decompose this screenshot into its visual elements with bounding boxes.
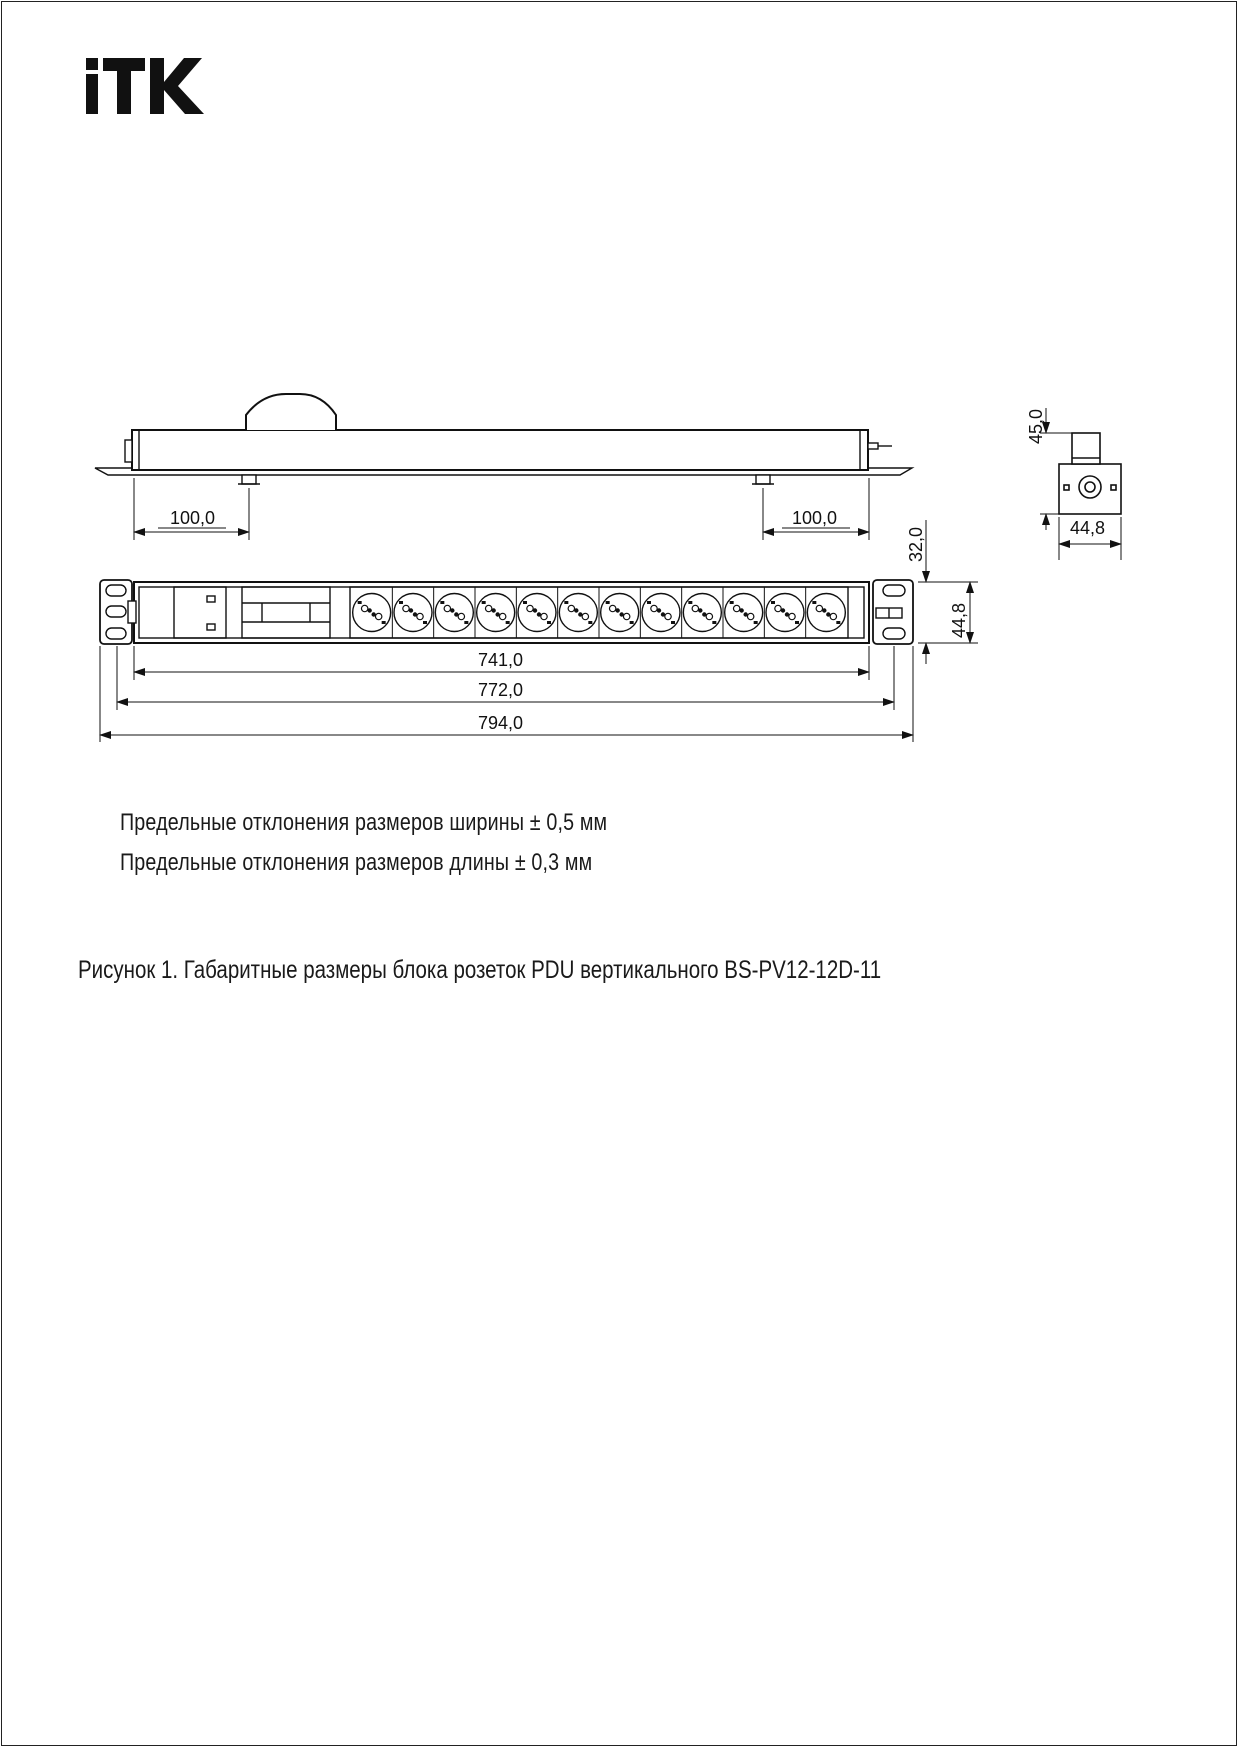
figure-caption: Рисунок 1. Габаритные размеры блока розеток PDU вертикального BS-PV12-12D-11 [78,956,882,984]
dim-side-height: 45,0 [1026,408,1046,444]
dim-side-width: 44,8 [1070,518,1106,538]
dim-length-body: 772,0 [478,680,524,700]
top-view [95,394,912,540]
dim-height-body: 44,8 [949,602,969,638]
dim-right-offset: 100,0 [792,508,838,528]
tolerance-note-width: Предельные отклонения размеров ширины ± 0,5 мм [120,809,608,836]
dim-length-inner: 741,0 [478,650,524,670]
dim-height-mount: 32,0 [906,526,926,562]
tolerance-note-length: Предельные отклонения размеров длины ± 0,3 мм [120,849,593,876]
dim-length-total: 794,0 [478,713,524,733]
dim-left-offset: 100,0 [170,508,216,528]
